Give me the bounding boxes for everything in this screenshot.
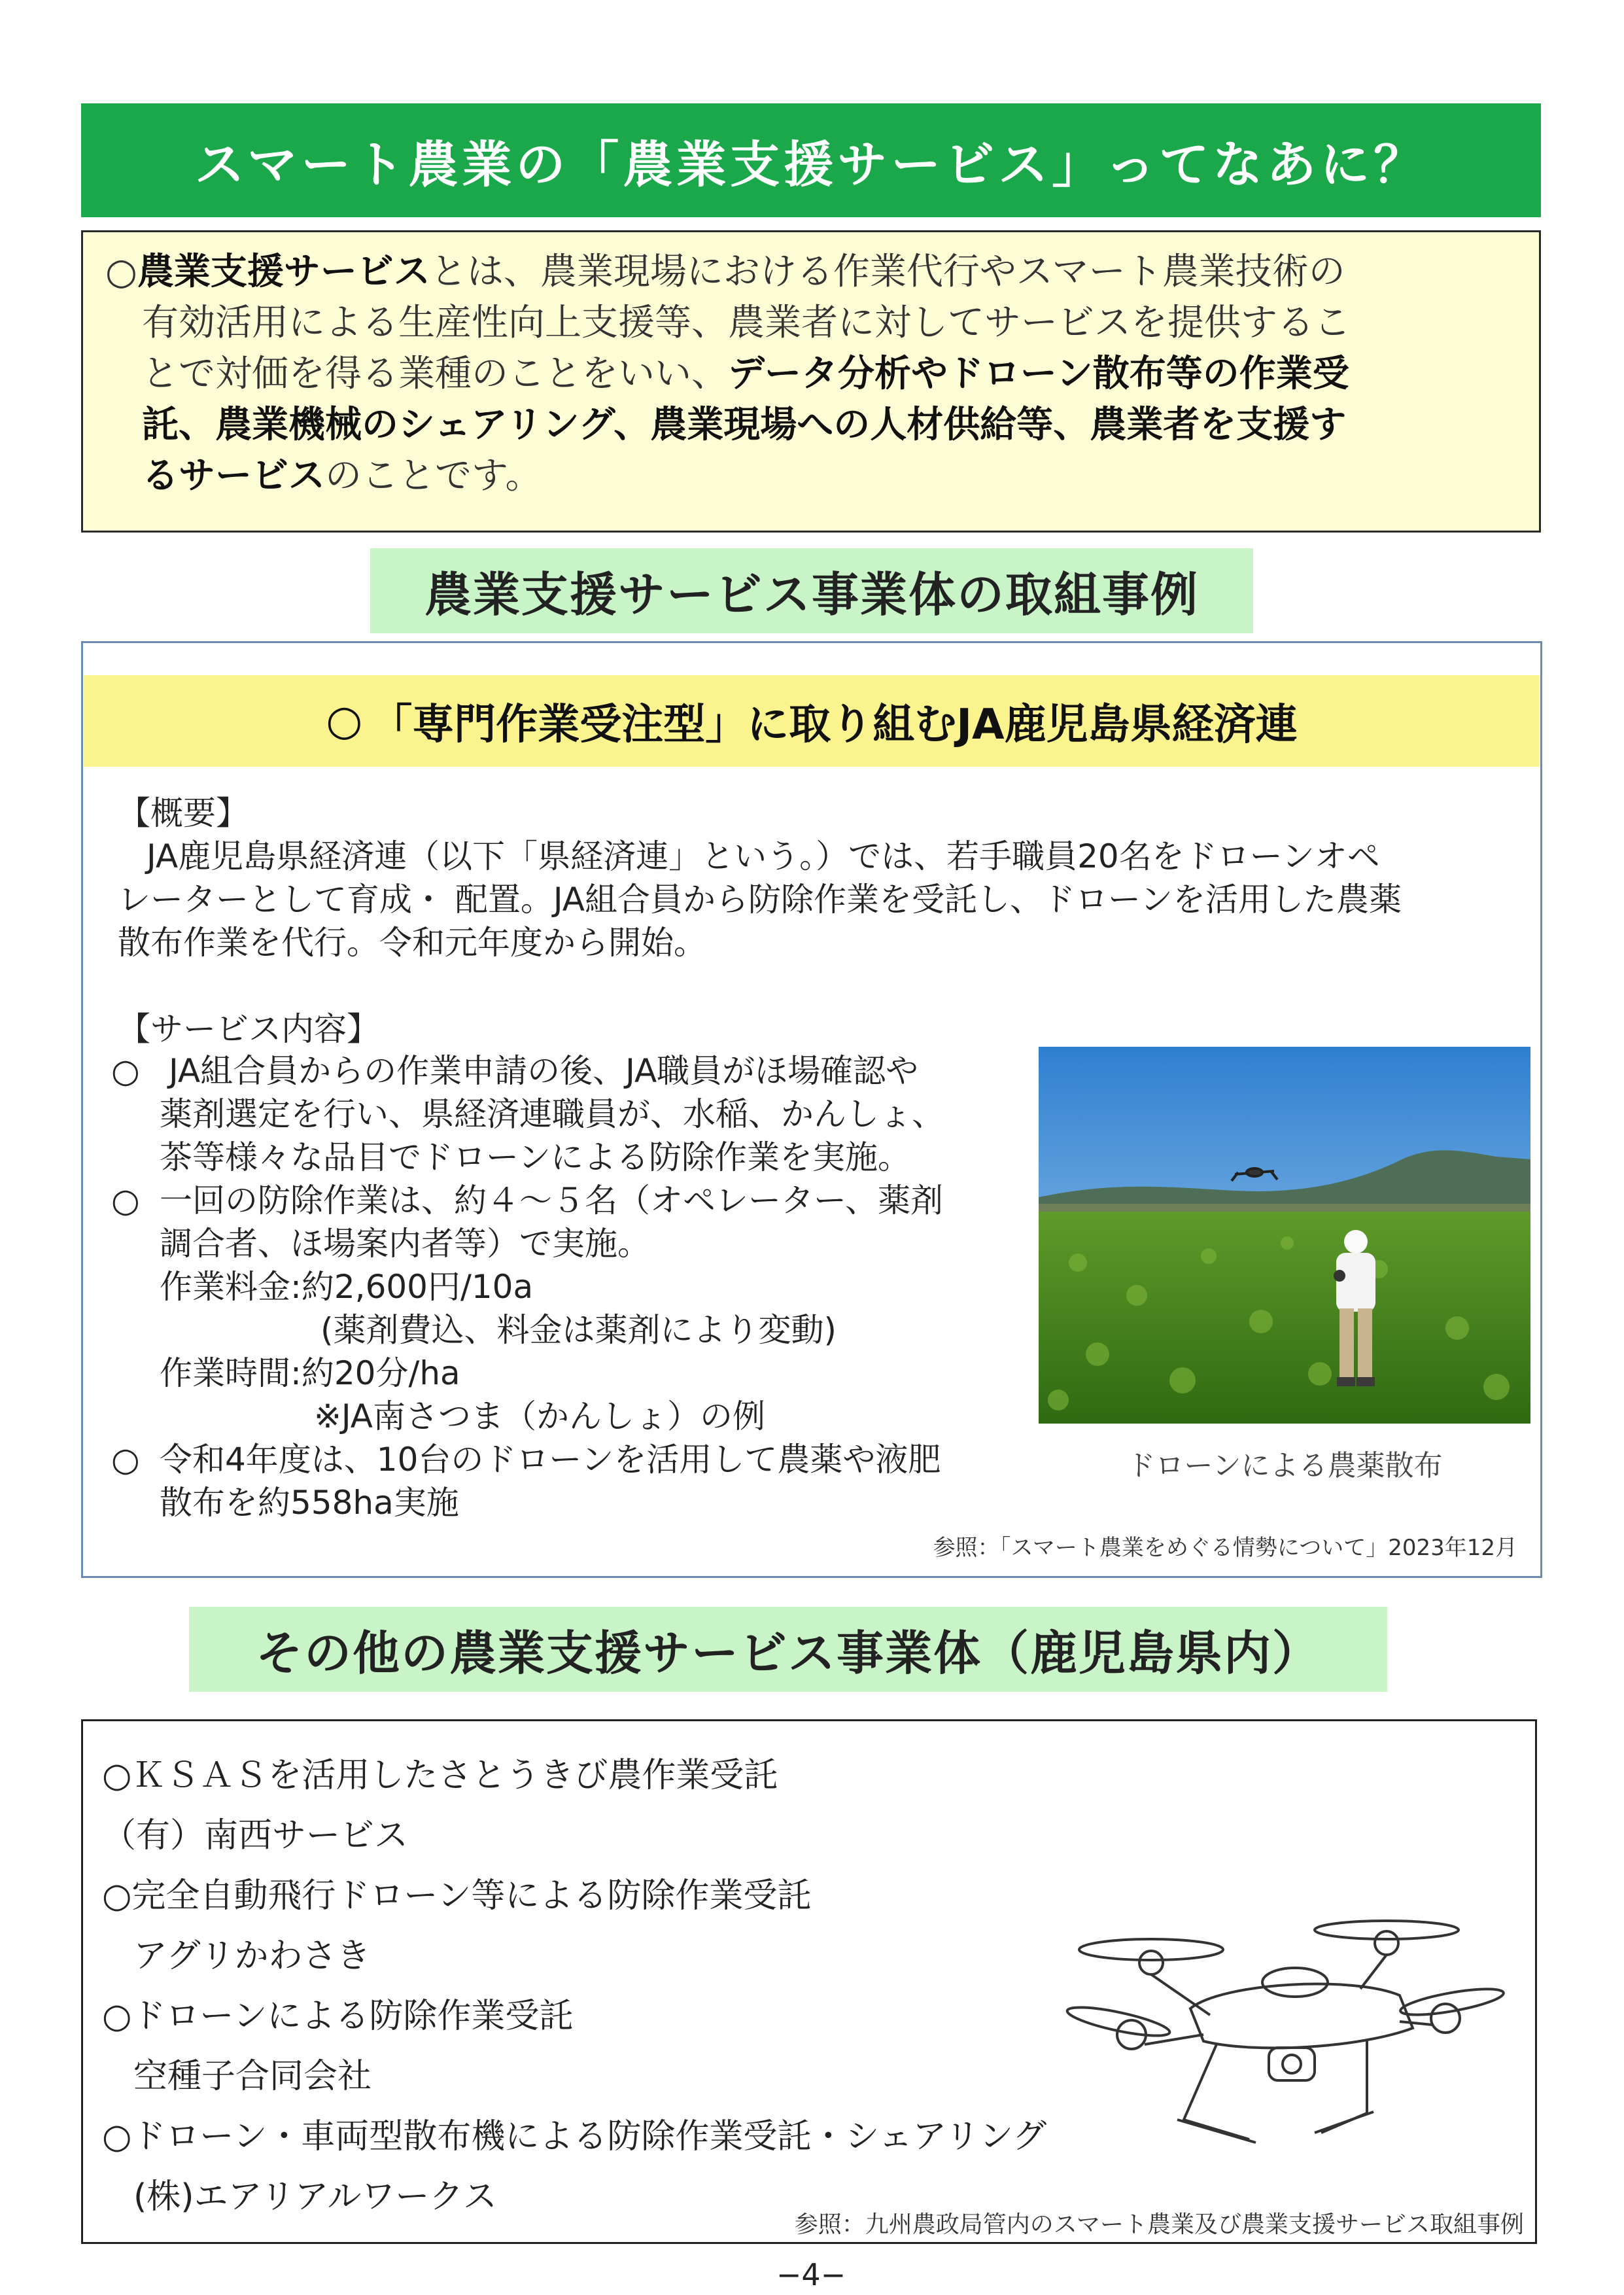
section-title: その他の農業支援サービス事業体（鹿児島県内）: [255, 1626, 1321, 1681]
service-item: [111, 1438, 1046, 1481]
other-businesses-list: [102, 1745, 1149, 2227]
definition-text: とで対価を得る業種のことをいい、: [142, 353, 728, 395]
service-text: 調合者、ほ場案内者等）で実施。: [160, 1225, 650, 1263]
definition-line-2: 有効活用による生産性向上支援等、農業者に対してサービスを提供するこ: [142, 302, 1351, 344]
definition-text: とは、農業現場における作業代行やスマート農業技術の: [430, 251, 1345, 293]
definition-line-4: [105, 400, 1519, 451]
drone-spraying-photo: [1039, 1047, 1530, 1424]
service-text: 薬剤選定を行い、県経済連職員が、水稲、かんしょ、: [160, 1095, 944, 1133]
fee-value: 約2,600円/10a: [301, 1268, 534, 1306]
service-text: 茶等様々な品目でドローンによる防除作業を実施。: [160, 1138, 910, 1176]
overview-line: レーターとして育成・ 配置。JA組合員から防除作業を受託し、ドローンを活用した農薬: [118, 881, 1402, 919]
business-name: 空種子合同会社: [133, 2057, 372, 2096]
definition-line-1: [105, 247, 1519, 298]
business-service: ○完全自動飛行ドローン等による防除作業受託: [102, 1876, 812, 1916]
definition-text: のことです。: [325, 455, 542, 497]
definition-box: [81, 230, 1541, 533]
definition-term: 農業支援サービス: [137, 251, 430, 293]
time-value: 約20分/ha: [301, 1354, 460, 1392]
section-heading-case-studies: [370, 548, 1253, 633]
time-label: 作業時間:: [160, 1354, 302, 1392]
definition-line-5: [105, 451, 1519, 502]
time-note: ※JA南さつま（かんしょ）の例: [314, 1397, 765, 1435]
overview-section: [118, 792, 1530, 964]
drone-illustration-icon: [1060, 1904, 1517, 2165]
circle-mark: ○: [326, 697, 363, 745]
business-service: ○ＫＳＡＳを活用したさとうきび農作業受託: [102, 1756, 778, 1795]
page-title: スマート農業の「農業支援サービス」ってなあに？: [194, 135, 1428, 194]
bullet-mark: ○: [111, 1052, 140, 1090]
business-service: ○ドローン・車両型散布機による防除作業受託・シェアリング: [102, 2117, 1047, 2156]
page-number: −4−: [776, 2257, 846, 2292]
section-heading-other-businesses: [189, 1607, 1387, 1692]
time-row: [111, 1352, 1046, 1395]
business-name: （有）南西サービス: [102, 1816, 409, 1855]
overview-line: JA鹿児島県経済連（以下「県経済連」という。）では、若手職員20名をドローンオペ: [147, 837, 1380, 875]
bullet-mark: ○: [105, 251, 137, 293]
service-heading: 【サービス内容】: [118, 1010, 379, 1048]
definition-emphasis: 託、農業機械のシェアリング、農業現場への人材供給等、農業者を支援す: [142, 404, 1347, 446]
service-text: 散布を約558ha実施: [160, 1484, 459, 1522]
overview-heading: 【概要】: [118, 794, 249, 832]
business-name: アグリかわさき: [133, 1936, 371, 1976]
business-service: ○ドローンによる防除作業受託: [102, 1997, 574, 2036]
section-title: 農業支援サービス事業体の取組事例: [424, 567, 1199, 622]
case-reference: 参照：「スマート農業をめぐる情勢について」2023年12月: [933, 1535, 1517, 1561]
service-item: [111, 1179, 1046, 1222]
service-text: JA組合員からの作業申請の後、JA職員がほ場確認や: [169, 1052, 919, 1090]
fee-note: (薬剤費込、料金は薬剤により変動): [320, 1311, 837, 1349]
case-title-text: 「専門作業受注型」に取り組むJA鹿児島県経済連: [370, 701, 1298, 749]
business-name: (株)エアリアルワークス: [133, 2177, 497, 2216]
fee-label: 作業料金:: [160, 1268, 302, 1306]
service-details: [111, 1049, 1046, 1524]
bullet-mark: ○: [111, 1182, 140, 1219]
definition-emphasis: るサービス: [142, 455, 325, 497]
others-reference: 参照：九州農政局管内のスマート農業及び農業支援サービス取組事例: [794, 2211, 1524, 2238]
service-text: 令和4年度は、10台のドローンを活用して農薬や液肥: [160, 1441, 941, 1479]
bullet-mark: ○: [111, 1441, 140, 1479]
service-item: [111, 1049, 1046, 1093]
photo-caption: ドローンによる農薬散布: [1126, 1449, 1443, 1482]
definition-emphasis: データ分析やドローン散布等の作業受: [728, 353, 1349, 395]
overview-line: 散布作業を代行。令和元年度から開始。: [118, 924, 706, 962]
service-text: 一回の防除作業は、約４～５名（オペレーター、薬剤: [160, 1182, 943, 1219]
case-study-title: [84, 675, 1540, 767]
page-title-banner: [81, 103, 1541, 217]
definition-line-3: [105, 349, 1519, 400]
fee-row: [111, 1265, 1046, 1308]
